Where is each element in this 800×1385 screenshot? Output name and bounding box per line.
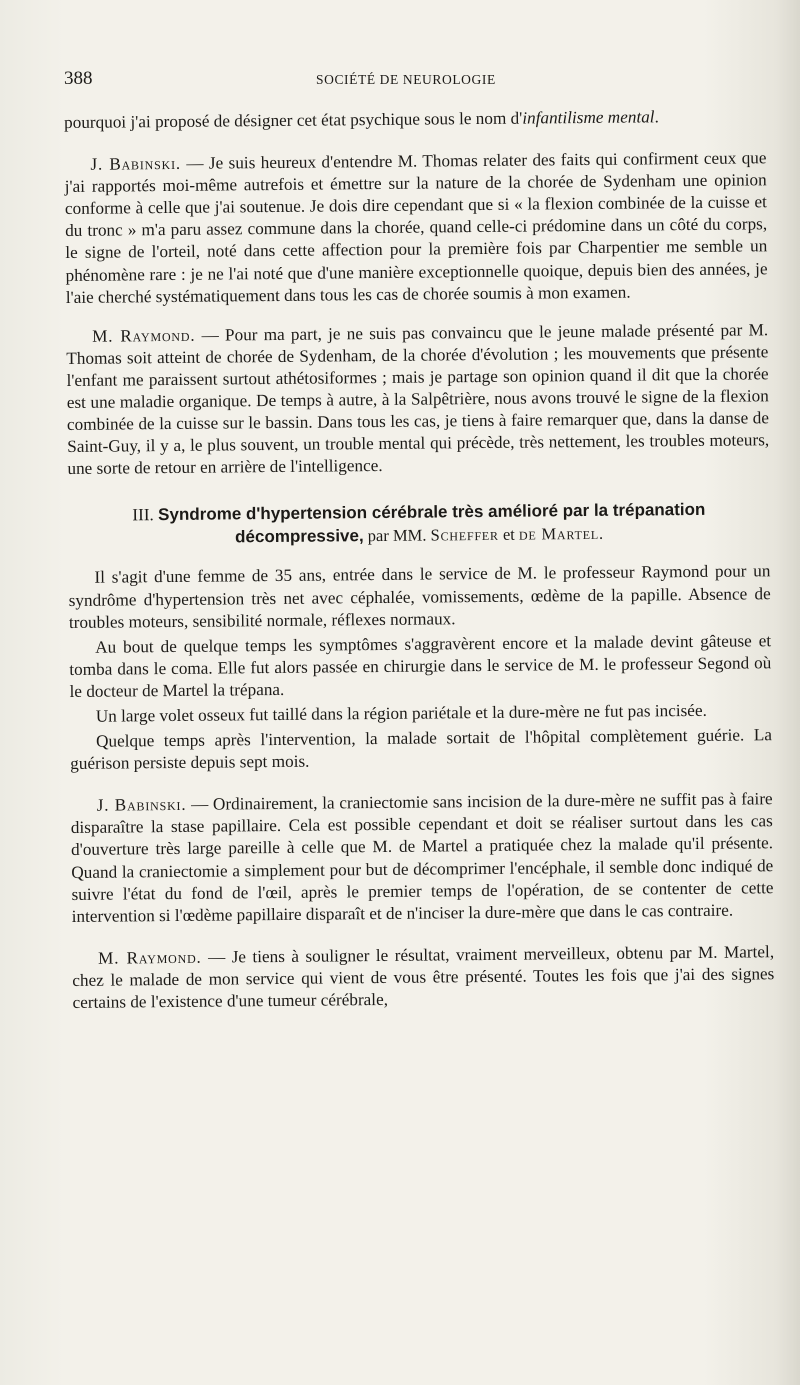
section-by: par MM.	[363, 525, 431, 546]
section-heading	[68, 498, 770, 551]
section-title: Syndrome d'hypertension cérébrale très amélioré par la trépanation décompressive,	[158, 500, 706, 547]
page-number: 388	[64, 68, 93, 89]
case-paragraph-3: Un large volet osseux fut taillé dans la région pariétale et la dure-mère ne fut pas incisée.	[95, 700, 707, 726]
speaker-name: J. Babinski.	[96, 795, 187, 815]
carryover-paragraph	[64, 105, 766, 134]
carryover-italic-term: infantilisme mental	[522, 107, 655, 128]
babinski-remark-2	[71, 788, 774, 927]
carryover-text: pourquoi j'ai proposé de désigner cet état psychique sous le nom d'	[64, 108, 523, 132]
speaker-name: M. Raymond.	[98, 947, 202, 968]
remark-text: — Pour ma part, je ne suis pas convaincu que le jeune malade présenté par M. Thomas soit atteint de chorée de Sydenham, de la chorée d'évolution ; les mouvements que présente l'enfant me paraissent surtout athétosiformes ; mais je partage son opinion quand il dit que la chorée est une maladie organique. De temps à autre, à la Salpêtrière, nous avons trouvé le signe de la flexion combinée de la cuisse sur le bassin. Dans tous les cas, je tiens à faire remarquer que, dans la danse de Saint-Guy, il y a, le plus souvent, un trouble mental qui précède, très nettement, les troubles moteurs, une sorte de retour en arrière de l'intelligence.	[66, 320, 770, 479]
section-number: III.	[132, 505, 154, 525]
case-paragraph-4: Quelque temps après l'intervention, la malade sortait de l'hôpital complètement guérie. La guérison persiste depuis sept mois.	[70, 725, 773, 774]
section-author-1: Scheffer	[430, 525, 499, 545]
section-and: et	[498, 525, 520, 545]
page-header	[64, 68, 764, 92]
carryover-end: .	[654, 107, 659, 127]
remark-text: — Ordinairement, la craniectomie sans incision de la dure-mère ne suffit pas à faire disparaître la stase papillaire. Cela est possible cependant et doit se réaliser surtout dans les cas d'ouverture très large pareille à celle que M. de Martel a pratiquée chez la malade qu'il présente. Quand la craniectomie a simplement pour but de décomprimer l'encéphale, il semble donc indiqué de suivre l'état du fond de l'œil, après le premier temps de l'opération, de se contenter de cette intervention si l'œdème papillaire disparaît et de n'inciser la dure-mère que dans le cas contraire.	[70, 789, 774, 926]
raymond-remark-1	[66, 319, 769, 480]
running-head: SOCIÉTÉ DE NEUROLOGIE	[316, 72, 496, 87]
speaker-name: J. Babinski.	[90, 153, 181, 174]
section-author-2: de Martel	[518, 524, 600, 545]
remark-text: — Je tiens à souligner le résultat, vraiment merveilleux, obtenu par M. Martel, chez le malade de mon service qui vient de vous être présenté. Toutes les fois que j'ai des signes certains de l'existence d'une tumeur cérébrale,	[72, 942, 775, 1012]
page-body	[64, 105, 775, 1014]
case-paragraph-1: Il s'agit d'une femme de 35 ans, entrée dans le service de M. le professeur Raymond pour un syndrôme d'hypertension très net avec céphalée, vomissements, œdème de la papille. Absence de troubles moteurs, sensibilité normale, réflexes normaux.	[68, 561, 771, 632]
speaker-name: M. Raymond.	[92, 325, 196, 346]
remark-text: — Je suis heureux d'entendre M. Thomas relater des faits qui confirment ceux que j'ai rapportés moi-même autrefois et émettre sur la nature de la chorée de Sydenham une opinion conforme à celle que j'ai soutenue. Je dois dire cependant que si « la flexion combinée de la cuisse et du tronc » m'a paru assez commune dans la chorée, quand celle-ci prédomine dans un côté du corps, le signe de l'orteil, noté dans cette affection pour la première fois par Charpentier me semble un phénomène rare : je ne l'ai noté que d'une manière exceptionnelle quoique, depuis bien des années, je l'aie cherché systématiquement dans tous les cas de chorée soumis à mon examen.	[64, 148, 768, 307]
babinski-remark-1	[64, 147, 767, 308]
section-end: .	[598, 524, 604, 544]
case-paragraph-2: Au bout de quelque temps les symptômes s'aggravèrent encore et la malade devint gâteuse et tomba dans le coma. Elle fut alors passée en chirurgie dans le service de M. le professeur Segond où le docteur de Martel la trépana.	[69, 630, 772, 701]
raymond-remark-2	[72, 941, 775, 1014]
